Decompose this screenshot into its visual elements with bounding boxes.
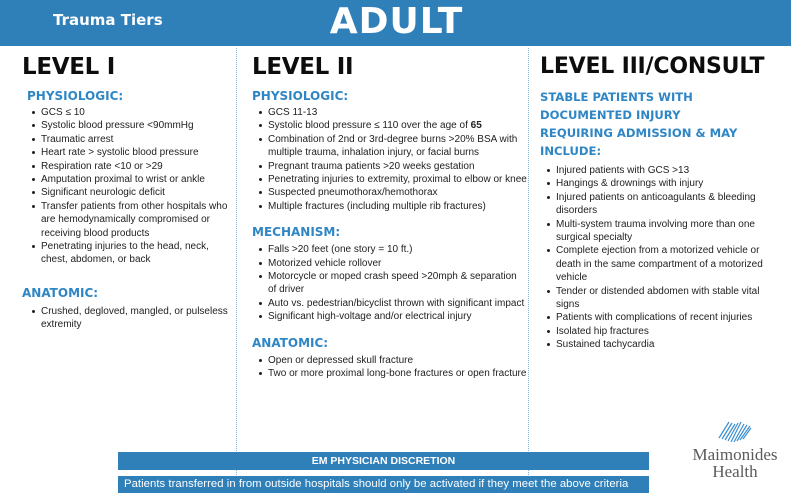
list-item: Open or depressed skull fracture	[259, 354, 527, 367]
list-item: Systolic blood pressure <90mmHg	[32, 119, 234, 132]
list-item: Pregnant trauma patients >20 weeks gestation	[259, 160, 527, 173]
list-item: Injured patients with GCS >13	[547, 164, 780, 177]
level-1-column	[22, 48, 234, 332]
list-item: Motorcycle or moped crash speed >20mph & separation of driver	[259, 270, 527, 297]
list-item: Combination of 2nd or 3rd-degree burns >20% BSA with multiple trauma, inhalation injury, or facial burns	[259, 133, 527, 160]
list-item: Complete ejection from a motorized vehicle or death in the same compartment of a motorized vehicle	[547, 244, 780, 284]
list-item: Crushed, degloved, mangled, or pulseless extremity	[32, 305, 234, 332]
consult-criteria-list	[547, 164, 780, 352]
maimonides-wave-icon	[715, 418, 755, 444]
list-item: Traumatic arrest	[32, 133, 234, 146]
section-heading-stable-patients: STABLE PATIENTS WITH DOCUMENTED INJURY REQUIRING ADMISSION & MAY INCLUDE:	[540, 90, 738, 158]
em-physician-discretion-banner: EM PHYSICIAN DISCRETION	[118, 452, 649, 470]
list-item: Falls >20 feet (one story = 10 ft.)	[259, 243, 527, 256]
list-item	[259, 119, 527, 132]
list-item: Respiration rate <10 or >29	[32, 160, 234, 173]
header-subtitle: Trauma Tiers	[53, 11, 163, 29]
logo-line-2: Health	[712, 462, 758, 481]
level-heading: LEVEL III/CONSULT	[540, 54, 765, 79]
section-heading-anatomic: ANATOMIC:	[252, 335, 329, 350]
list-item: Auto vs. pedestrian/bicyclist thrown with significant impact	[259, 297, 527, 310]
list-item: Multiple fractures (including multiple rib fractures)	[259, 200, 527, 213]
list-item: Penetrating injuries to the head, neck, chest, abdomen, or back	[32, 240, 234, 267]
physiologic-list	[32, 106, 234, 267]
logo-line-1: Maimonides	[692, 445, 778, 464]
age-threshold: 65	[470, 120, 482, 132]
list-item: Hangings & drownings with injury	[547, 177, 780, 190]
maimonides-health-logo	[680, 418, 790, 488]
anatomic-list	[259, 354, 527, 381]
section-heading-mechanism: MECHANISM:	[252, 225, 341, 240]
list-item: Motorized vehicle rollover	[259, 257, 527, 270]
list-item: Multi-system trauma involving more than one surgical specialty	[547, 218, 780, 245]
list-item: Isolated hip fractures	[547, 325, 780, 338]
list-item: Transfer patients from other hospitals who are hemodynamically compromised or receiving blood products	[32, 200, 234, 240]
anatomic-list	[32, 305, 234, 332]
header-banner	[0, 0, 791, 46]
list-item: Injured patients on anticoagulants & bleeding disorders	[547, 191, 780, 218]
list-item: Significant high-voltage and/or electrical injury	[259, 310, 527, 323]
level-2-column	[252, 48, 527, 381]
column-divider	[528, 48, 529, 493]
list-item: Suspected pneumothorax/hemothorax	[259, 186, 527, 199]
page-title: ADULT	[329, 1, 464, 42]
list-item: Amputation proximal to wrist or ankle	[32, 173, 234, 186]
list-item: Sustained tachycardia	[547, 338, 780, 351]
level-3-column	[540, 48, 780, 352]
mechanism-list	[259, 243, 527, 323]
transfer-note-banner: Patients transferred in from outside hospitals should only be activated if they meet the above criteria	[118, 476, 649, 493]
list-item: GCS 11-13	[259, 106, 527, 119]
list-item: Heart rate > systolic blood pressure	[32, 146, 234, 159]
list-item: Tender or distended abdomen with stable vital signs	[547, 285, 780, 312]
level-heading: LEVEL I	[22, 54, 115, 80]
list-item: Penetrating injuries to extremity, proximal to elbow or knee	[259, 173, 527, 186]
list-item: Patients with complications of recent injuries	[547, 311, 780, 324]
list-item-text: Systolic blood pressure ≤ 110 over the age of	[268, 120, 471, 132]
list-item: Significant neurologic deficit	[32, 186, 234, 199]
section-heading-physiologic: PHYSIOLOGIC:	[252, 89, 349, 103]
section-heading-physiologic: PHYSIOLOGIC:	[27, 89, 124, 103]
physiologic-list	[259, 106, 527, 213]
level-heading: LEVEL II	[252, 54, 354, 80]
section-heading-anatomic: ANATOMIC:	[22, 285, 99, 300]
column-divider	[236, 48, 237, 493]
list-item: Two or more proximal long-bone fractures or open fracture	[259, 367, 527, 380]
logo-wordmark	[680, 446, 790, 480]
list-item: GCS ≤ 10	[32, 106, 234, 119]
